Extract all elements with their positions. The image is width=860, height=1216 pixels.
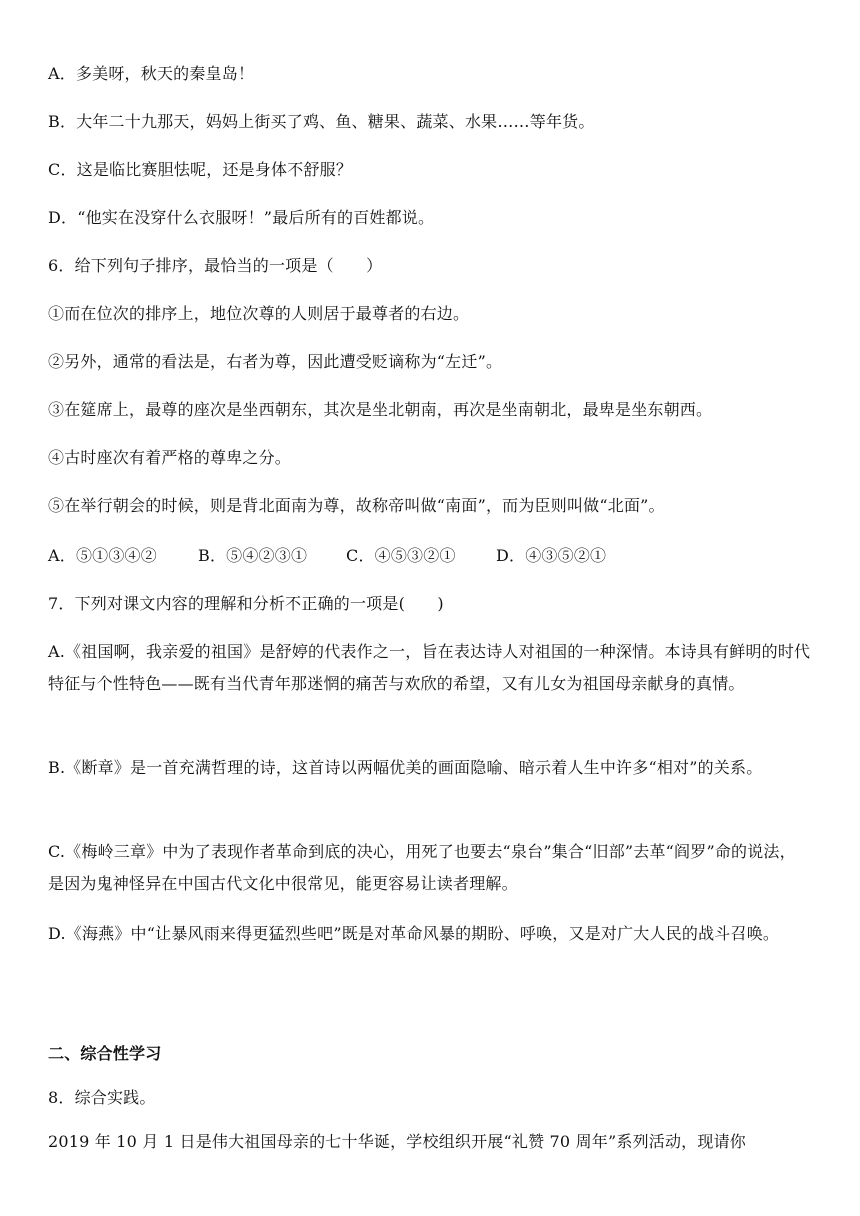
q7-option-c: C.《梅岭三章》中为了表现作者革命到底的决心，用死了也要去“泉台”集合“旧部”去革“阎罗”命的说法，是因为鬼神怪异在中国古代文化中很常见，能更容易让读者理解。 — [48, 842, 796, 893]
q7-option-b: B.《断章》是一首充满哲理的诗，这首诗以两幅优美的画面隐喻、暗示着人生中许多“相对”的关系。 — [48, 758, 763, 777]
q8-text: 2019 年 10 月 1 日是伟大祖国母亲的七十华诞，学校组织开展“礼赞 70 周年”系列活动，现请你 — [48, 1132, 746, 1151]
q6-options — [48, 540, 808, 572]
section-heading: 二、综合性学习 — [48, 1044, 162, 1063]
q5-option-b: B．大年二十九那天，妈妈上街买了鸡、鱼、糖果、蔬菜、水果……等年货。 — [48, 112, 595, 131]
q6-sentence-1: ①而在位次的排序上，地位次尊的人则居于最尊者的右边。 — [48, 304, 470, 323]
q7-stem: 7．下列对课文内容的理解和分析不正确的一项是( ) — [48, 594, 444, 613]
q7-option-a: A.《祖国啊，我亲爱的祖国》是舒婷的代表作之一，旨在表达诗人对祖国的一种深情。本诗具有鲜明的时代特征与个性特色——既有当代青年那迷惘的痛苦与欢欣的希望，又有儿女为祖国母亲献身的真情。 — [48, 642, 811, 693]
q6-option-b: B．⑤④②③① — [198, 546, 308, 565]
q6-sentence-4: ④古时座次有着严格的尊卑之分。 — [48, 448, 292, 467]
q5-option-a: A．多美呀，秋天的秦皇岛！ — [48, 64, 255, 83]
q8-stem: 8．综合实践。 — [48, 1088, 156, 1107]
q5-option-c: C．这是临比赛胆怯呢，还是身体不舒服？ — [48, 160, 353, 179]
q6-option-a: A．⑤①③④② — [48, 546, 157, 565]
q6-option-c: C．④⑤③②① — [346, 546, 456, 565]
q6-sentence-5: ⑤在举行朝会的时候，则是背北面南为尊，故称帝叫做“南面”，而为臣则叫做“北面”。 — [48, 496, 665, 515]
q7-option-d: D.《海燕》中“让暴风雨来得更猛烈些吧”既是对革命风暴的期盼、呼唤，又是对广大人民的战斗召唤。 — [48, 924, 780, 943]
q6-option-d: D．④③⑤②① — [496, 546, 607, 565]
q6-sentence-2: ②另外，通常的看法是，右者为尊，因此遭受贬谪称为“左迁”。 — [48, 352, 503, 371]
q6-sentence-3: ③在筵席上，最尊的座次是坐西朝东，其次是坐北朝南，再次是坐南朝北，最卑是坐东朝西。 — [48, 400, 713, 419]
q5-option-d: D．“他实在没穿什么衣服呀！”最后所有的百姓都说。 — [48, 208, 435, 227]
q6-stem: 6．给下列句子排序，最恰当的一项是（ ） — [48, 256, 383, 275]
